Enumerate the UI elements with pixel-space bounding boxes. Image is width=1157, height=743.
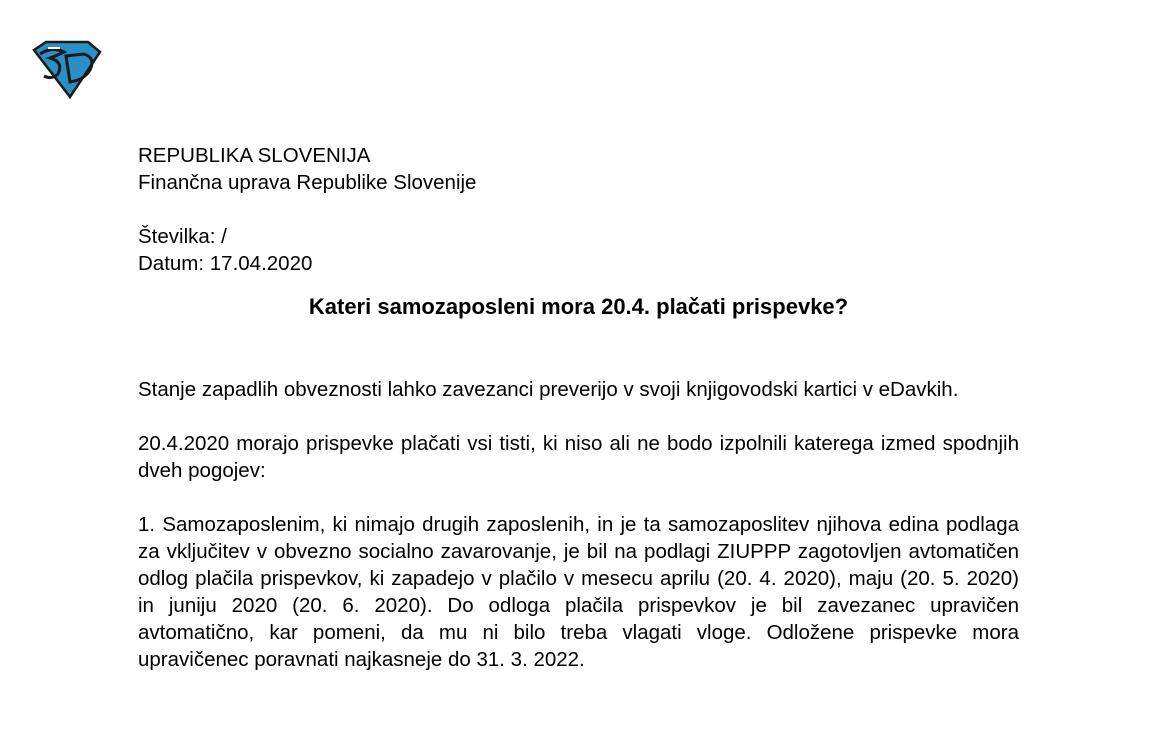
document-date: Datum: 17.04.2020 [138, 252, 313, 275]
document-number: Številka: / [138, 225, 227, 248]
org-name: REPUBLIKA SLOVENIJA [138, 144, 371, 167]
org-subname: Finančna uprava Republike Slovenije [138, 171, 477, 194]
paragraph-1: Stanje zapadlih obveznosti lahko zavezanci preverijo v svoji knjigovodski kartici v eDavkih. [138, 378, 959, 401]
emblem-logo [30, 40, 104, 100]
document-title: Kateri samozaposleni mora 20.4. plačati prispevke? [308, 294, 849, 319]
document-body [138, 142, 1019, 673]
paragraph-2: 20.4.2020 morajo prispevke plačati vsi tisti, ki niso ali ne bodo izpolnili katerega izmed spodnjih dveh pogojev: [138, 432, 1019, 482]
paragraph-3: 1. Samozaposlenim, ki nimajo drugih zaposlenih, in je ta samozaposlitev njihova edina podlaga za vključitev v obvezno socialno zavarovanje, je bil na podlagi ZIUPPP zagotovljen avtomatičen odlog plačila prispevkov, ki zapadejo v plačilo v mesecu aprilu (20. 4. 2020), maju (20. 5. 2020) in juniju 2020 (20. 6. 2020). Do odloga plačila prispevkov je bil zavezanec upravičen avtomatično, kar pomeni, da mu ni bilo treba vlagati vloge. Odložene prispevke mora upravičenec poravnati najkasneje do 31. 3. 2022. [138, 513, 1019, 671]
